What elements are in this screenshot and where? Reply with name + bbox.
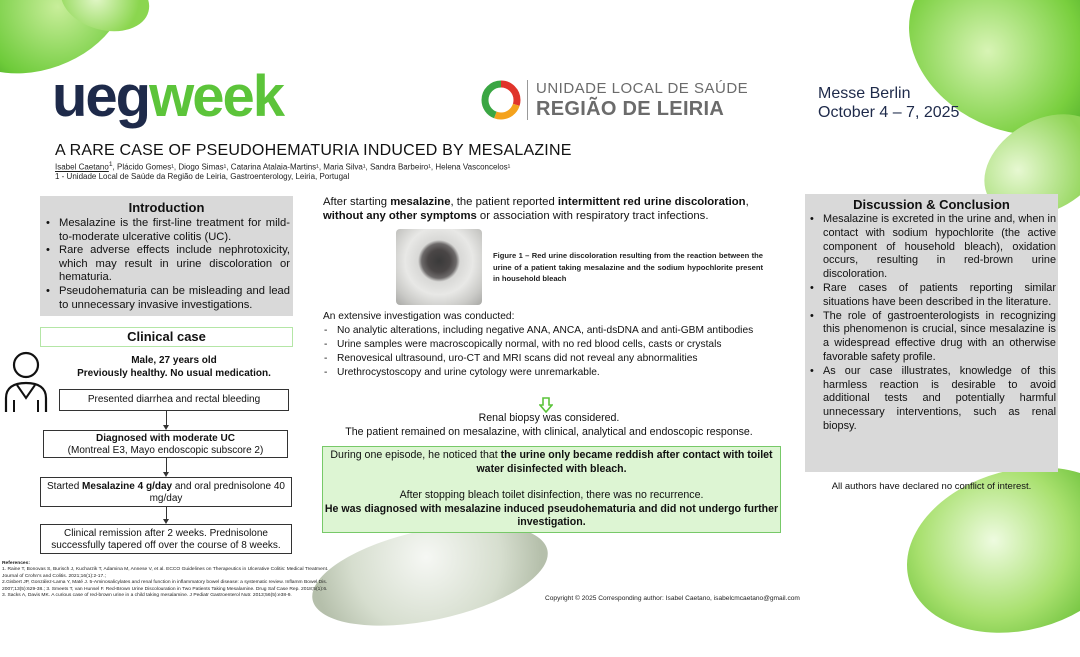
investigation-section (323, 310, 775, 380)
introduction-title: Introduction (128, 200, 205, 215)
patient-history (55, 368, 293, 380)
introduction-section (40, 196, 293, 316)
list-item: • Mesalazine is the first-line treatment for mild-to-moderate ulcerative colitis (UC). (43, 217, 290, 244)
narrative-bold: intermittent red urine discoloration (557, 196, 746, 208)
hospital-name-line2: REGIÃO DE LEIRIA (536, 98, 725, 120)
reference-item: 3. Sacks A, Davis MK. A curious case of red-brown urine in a child taking mesalamine. J Pediatr Gastroenterol Nutr. 2013;56(5):e38-9. (2, 593, 292, 599)
author-sup: 1 (108, 161, 113, 168)
presenting-author: Isabel Caetano (55, 162, 109, 172)
other-authors: , Plácido Gomes¹, Diogo Simas¹, Catarina Atalaia-Martins¹, Maria Silva¹, Sandra Barbeiro¹, Helena Vasconcelos¹ (112, 162, 511, 172)
renal-biopsy-note (323, 411, 775, 439)
narrative-bold: without any other symptoms (323, 210, 477, 222)
affiliation: 1 - Unidade Local de Saúde da Região de Leiria, Gastroenterology, Leiria, Portugal (55, 172, 350, 181)
renal-line1: Renal biopsy was considered. (478, 412, 620, 424)
hospital-name-line1: UNIDADE LOCAL DE SAÚDE (536, 80, 749, 97)
conflict-of-interest: All authors have declared no conflict of interest. (831, 481, 1032, 492)
clinical-case-title: Clinical case (127, 329, 206, 344)
hospital-name (536, 80, 748, 121)
narrative-text: After starting (323, 196, 391, 208)
discussion-list (807, 213, 1056, 434)
flow-step-treatment (40, 477, 292, 507)
event-info (818, 84, 959, 122)
patient-demographics: Male, 27 years old (131, 355, 217, 366)
investigation-list (323, 324, 775, 380)
list-item: - Urine samples were macroscopically normal, with no red blood cells, casts or crystals (323, 338, 775, 352)
case-narrative (323, 195, 775, 223)
list-item: • Pseudohematuria can be misleading and lead to unnecessary invasive investigations. (43, 285, 290, 312)
discussion-section (805, 194, 1058, 472)
reference-item: 1. Raine T, Bonovas S, Burisch J, Kucharzik T, Adamina M, Annese V, et al. ECCO Guidelines on Therapeutics in Ulcerative Colitis: Medical Treatment. Journal of Crohn's and Colitis. 2021;16(1):2-17.; (2, 567, 329, 579)
outcome-diagnosis: He was diagnosed with mesalazine induced pseudohematuria and did not undergo further investigation. (324, 502, 779, 529)
list-item: • Rare cases of patients reporting similar situations have been described in the literature. (807, 282, 1056, 310)
investigation-intro: An extensive investigation was conducted: (323, 311, 515, 322)
references-heading: References: (2, 561, 30, 566)
outcome-highlight-box (322, 446, 781, 533)
narrative-text: , the patient reported (450, 196, 558, 208)
patient-icon (3, 348, 49, 414)
flow-step-diagnosis (43, 430, 288, 458)
treatment-drug: Mesalazine 4 g/day (82, 481, 173, 492)
flow-arrow (166, 507, 167, 520)
treatment-post: and oral prednisolone 40 mg/day (149, 481, 285, 504)
renal-line2: The patient remained on mesalazine, with clinical, analytical and endoscopic response. (345, 426, 753, 438)
flow-arrow (166, 458, 167, 473)
diagnosis-label: Diagnosed with moderate UC (96, 433, 235, 444)
ueg-week-logo (52, 64, 284, 129)
event-venue: Messe Berlin (818, 85, 911, 102)
list-item: - Renovesical ultrasound, uro-CT and MRI scans did not reveal any abnormalities (323, 352, 775, 366)
logo-divider (527, 80, 528, 120)
logo-week-text: week (149, 64, 284, 129)
decorative-green-shape (888, 443, 1080, 657)
outcome-paragraph-2: After stopping bleach toilet disinfection, there was no recurrence. (399, 489, 704, 502)
outcome-bold: the urine only became reddish after contact with toilet water disinfected with bleach. (476, 449, 773, 475)
copyright-notice: Copyright © 2025 Corresponding author: Isabel Caetano, isabelcmcaetano@gmail.com (545, 595, 800, 602)
author-list (55, 161, 510, 172)
list-item: • The role of gastroenterologists in recognizing this phenomenon is crucial, since mesalazine is a widespread effective drug with an otherwise favorable safety profile. (807, 310, 1056, 365)
logo-ueg-text: ueg (52, 64, 150, 129)
clinical-case-header (40, 327, 293, 347)
hospital-logo-icon (481, 80, 521, 120)
list-item: • Rare adverse effects include nephrotoxicity, which may result in urine discoloration or hematuria. (43, 244, 290, 285)
outcome-text: During one episode, he noticed that (330, 449, 501, 461)
figure-1-caption: Figure 1 – Red urine discoloration resulting from the reaction between the urine of a patient taking mesalazine and the sodium hypochlorite present in household bleach (493, 251, 763, 284)
event-dates: October 4 – 7, 2025 (818, 104, 960, 121)
list-item: - No analytic alterations, including negative ANA, ANCA, anti-dsDNA and anti-GBM antibodies (323, 324, 775, 338)
narrative-text: or association with respiratory tract infections. (476, 210, 709, 222)
list-item: • Mesalazine is excreted in the urine and, when in contact with sodium hypochlorite (the active component of household bleach), oxidation occurs, resulting in red-brown urine discoloration. (807, 213, 1056, 282)
flow-step-remission: Clinical remission after 2 weeks. Prednisolone successfully tapered off over the course of 8 weeks. (40, 524, 292, 554)
list-item: - Urethrocystoscopy and urine cytology were unremarkable. (323, 366, 775, 380)
list-item: • As our case illustrates, knowledge of this harmless reaction is desirable to avoid additional tests and potentially harmful unnecessary interventions, such as renal biopsy. (807, 365, 1056, 434)
flow-arrow (166, 411, 167, 426)
flow-step-presentation: Presented diarrhea and rectal bleeding (59, 389, 289, 411)
diagnosis-detail: (Montreal E3, Mayo endoscopic subscore 2) (67, 445, 264, 456)
introduction-list (43, 217, 290, 312)
reference-item: 2.Gisbert JP, González-Lama Y, Maté J. 5-Aminosalicylates and renal function in inflammatory bowel disease: a systematic review. Inflamm Bowel Dis. 2007;13(5):629-38.; 3. Smeets T, van Hunsel F. Red-Brown Urine Discolouration in Two Patients Taking Mesalamine. Drug Saf Case Rep. 2018;5(1):6. (2, 580, 328, 592)
poster-title: A RARE CASE OF PSEUDOHEMATURIA INDUCED BY MESALAZINE (55, 142, 572, 159)
treatment-pre: Started (47, 481, 83, 492)
patient-history-text: Previously healthy. No usual medication. (77, 368, 271, 379)
outcome-paragraph-1 (323, 449, 780, 476)
narrative-text: , (745, 196, 749, 208)
figure-1-image (396, 229, 482, 305)
discussion-title: Discussion & Conclusion (853, 197, 1010, 212)
narrative-bold: mesalazine (390, 196, 451, 208)
references (2, 561, 342, 599)
